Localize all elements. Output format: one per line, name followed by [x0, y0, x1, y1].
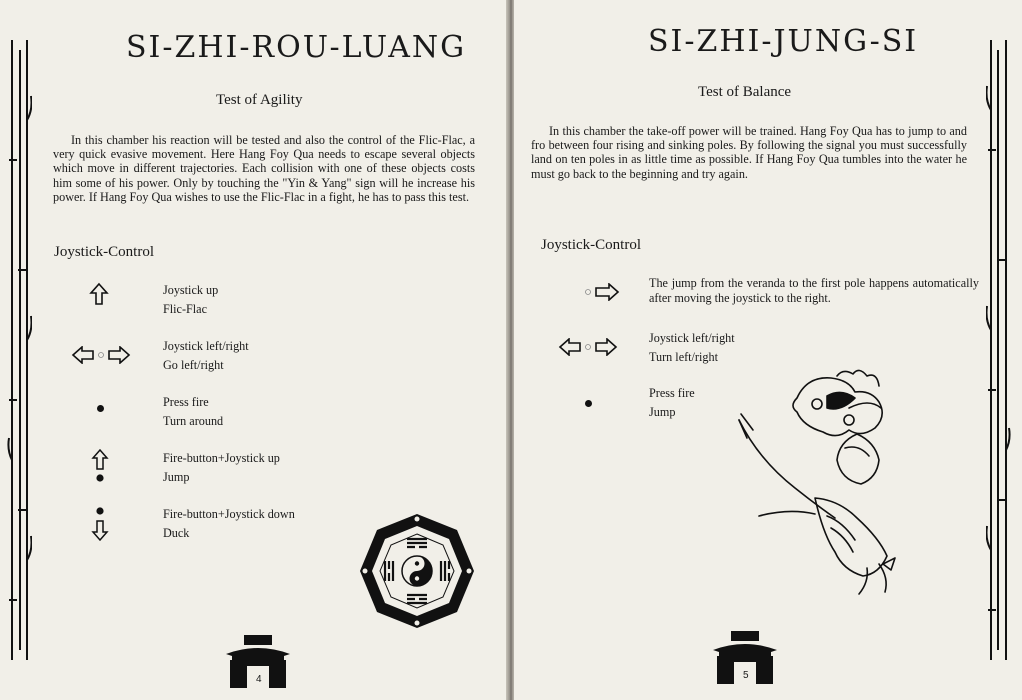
arrow-left-right-icon [71, 346, 131, 364]
fire-dot-icon [97, 405, 104, 412]
jumping-figure-illustration [719, 368, 944, 608]
yin-yang-bagua-icon [358, 512, 476, 630]
page-title: SI-ZHI-ROU-LUANG [126, 30, 467, 65]
control-action: Joystick up [163, 283, 219, 297]
control-result: Turn left/right [649, 350, 718, 364]
fire-dot-icon [585, 400, 592, 407]
intro-paragraph [53, 133, 475, 204]
intro-paragraph [531, 124, 967, 181]
section-title: Joystick-Control [541, 237, 641, 253]
control-row [649, 384, 695, 422]
control-row [649, 329, 735, 367]
control-action: Joystick left/right [649, 331, 735, 345]
control-result: Go left/right [163, 358, 224, 372]
arrow-right-icon [580, 283, 620, 301]
control-result: Duck [163, 526, 190, 540]
section-title: Joystick-Control [54, 244, 154, 260]
bamboo-border-right [986, 40, 1012, 660]
intro-paragraph-text: In this chamber the take-off power will be trained. Hang Foy Qua has to jump to and fro between four rising and sinking poles. By following the signal you must successfully land on ten poles in as little time as possible. If Hang Foy Qua tumbles into the water he must go back to the beginning and try again. [531, 124, 967, 181]
page-title: SI-ZHI-JUNG-SI [648, 24, 919, 59]
control-action: Fire-button+Joystick down [163, 507, 295, 521]
control-row [163, 449, 280, 487]
control-result: Jump [163, 470, 190, 484]
control-action: Fire-button+Joystick up [163, 451, 280, 465]
control-result: Turn around [163, 414, 224, 428]
control-action: Press fire [649, 386, 695, 400]
control-row [163, 505, 295, 543]
control-action: Joystick left/right [163, 339, 249, 353]
arrow-left-right-icon [558, 338, 618, 356]
page-subtitle: Test of Agility [216, 92, 303, 108]
control-action: Press fire [163, 395, 209, 409]
control-row [163, 393, 223, 431]
control-action: The jump from the veranda to the first pole happens automatically after moving the joystick to the right. [649, 276, 979, 305]
page-subtitle: Test of Balance [698, 84, 792, 100]
fire-up-icon [91, 449, 109, 485]
left-page [0, 0, 508, 700]
control-row [163, 337, 249, 375]
arrow-up-icon [89, 282, 109, 308]
fire-down-icon [91, 505, 109, 541]
control-result: Jump [649, 405, 676, 419]
page-number: 4 [256, 674, 262, 685]
control-result: Flic-Flac [163, 302, 208, 316]
page-number: 5 [743, 670, 749, 681]
bamboo-border-left [6, 40, 32, 660]
intro-paragraph-text: In this chamber his reaction will be tested and also the control of the Flic-Flac, a very quick evasive movement. Here Hang Foy Qua needs to escape several objects which move in different trajectories. Each collision with one of these objects costs him some of his power. Only by touching the "Yin & Yang" sign will he increase his power. If Hang Foy Qua wishes to use the Flic-Flac in a fight, he has to pass this test. [53, 133, 475, 204]
control-row [163, 281, 218, 319]
right-page [514, 0, 1022, 700]
control-row [649, 276, 979, 306]
